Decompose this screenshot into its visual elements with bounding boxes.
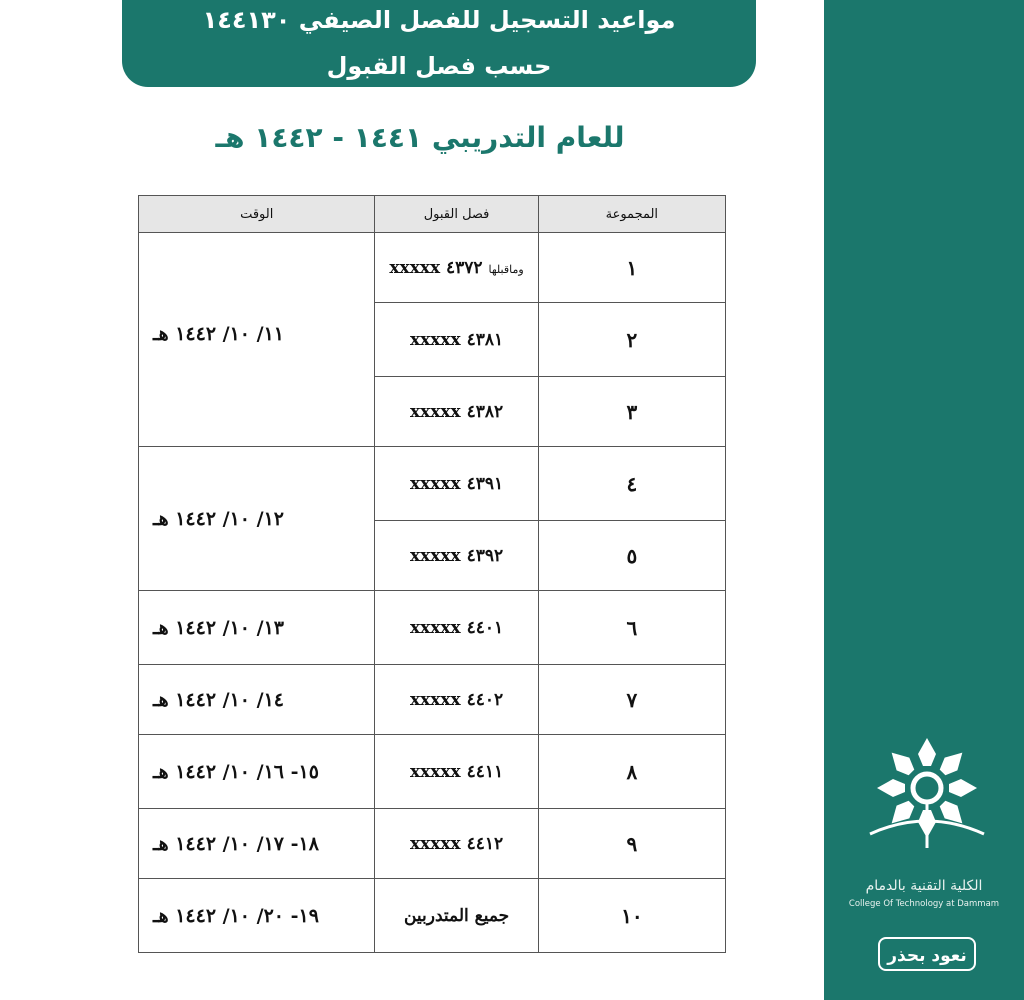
banner-subtitle: حسب فصل القبول xyxy=(326,52,552,80)
admission-cell: ٤٤٠١ xxxxx xyxy=(375,591,538,665)
group-cell: ٧ xyxy=(538,665,725,735)
group-cell: ٣ xyxy=(538,377,725,447)
training-year-heading: للعام التدريبي ١٤٤١ - ١٤٤٢ هـ xyxy=(215,121,625,154)
group-cell: ٤ xyxy=(538,447,725,521)
table-row xyxy=(139,447,726,521)
header-time: الوقت xyxy=(139,196,375,233)
title-banner xyxy=(122,0,756,87)
table-row xyxy=(139,665,726,735)
admission-note: وماقبلها xyxy=(488,262,524,276)
table-row xyxy=(139,879,726,953)
group-cell: ١ xyxy=(538,233,725,303)
college-emblem-icon xyxy=(862,730,992,860)
admission-cell: ٤٤٠٢ xxxxx xyxy=(375,665,538,735)
registration-schedule-table xyxy=(138,195,726,953)
time-cell: ١٨- ١٧/ ١٠/ ١٤٤٢ هـ xyxy=(139,809,375,879)
header-admission: فصل القبول xyxy=(375,196,538,233)
group-cell: ٦ xyxy=(538,591,725,665)
table-row xyxy=(139,233,726,303)
admission-value: ٤٣٧٢ xxxxx xyxy=(389,257,483,278)
college-name-english: College Of Technology at Dammam xyxy=(848,899,1000,909)
header-group: المجموعة xyxy=(538,196,725,233)
group-cell: ٥ xyxy=(538,521,725,591)
slogan-badge: نعود بحذر xyxy=(878,937,976,971)
time-cell: ١٥- ١٦/ ١٠/ ١٤٤٢ هـ xyxy=(139,735,375,809)
table-row xyxy=(139,735,726,809)
time-cell: ١١/ ١٠/ ١٤٤٢ هـ xyxy=(139,233,375,447)
college-name-arabic: الكلية التقنية بالدمام xyxy=(865,878,983,894)
admission-cell: ٤٣٨١ xxxxx xyxy=(375,303,538,377)
time-cell: ١٣/ ١٠/ ١٤٤٢ هـ xyxy=(139,591,375,665)
group-cell: ١٠ xyxy=(538,879,725,953)
time-cell: ١٢/ ١٠/ ١٤٤٢ هـ xyxy=(139,447,375,591)
table-row xyxy=(139,809,726,879)
admission-cell: ٤٣٨٢ xxxxx xyxy=(375,377,538,447)
admission-cell: جميع المتدربين xyxy=(375,879,538,953)
admission-cell: ٤٣٩١ xxxxx xyxy=(375,447,538,521)
time-cell: ١٤/ ١٠/ ١٤٤٢ هـ xyxy=(139,665,375,735)
banner-title: مواعيد التسجيل للفصل الصيفي ١٤٤١٣٠ xyxy=(202,6,676,34)
group-cell: ٨ xyxy=(538,735,725,809)
admission-cell: ٤٣٩٢ xxxxx xyxy=(375,521,538,591)
time-cell: ١٩- ٢٠/ ١٠/ ١٤٤٢ هـ xyxy=(139,879,375,953)
table-row xyxy=(139,591,726,665)
group-cell: ٩ xyxy=(538,809,725,879)
admission-cell: ٤٤١٢ xxxxx xyxy=(375,809,538,879)
group-cell: ٢ xyxy=(538,303,725,377)
admission-cell: ٤٤١١ xxxxx xyxy=(375,735,538,809)
table-header-row xyxy=(139,196,726,233)
admission-cell xyxy=(375,233,538,303)
